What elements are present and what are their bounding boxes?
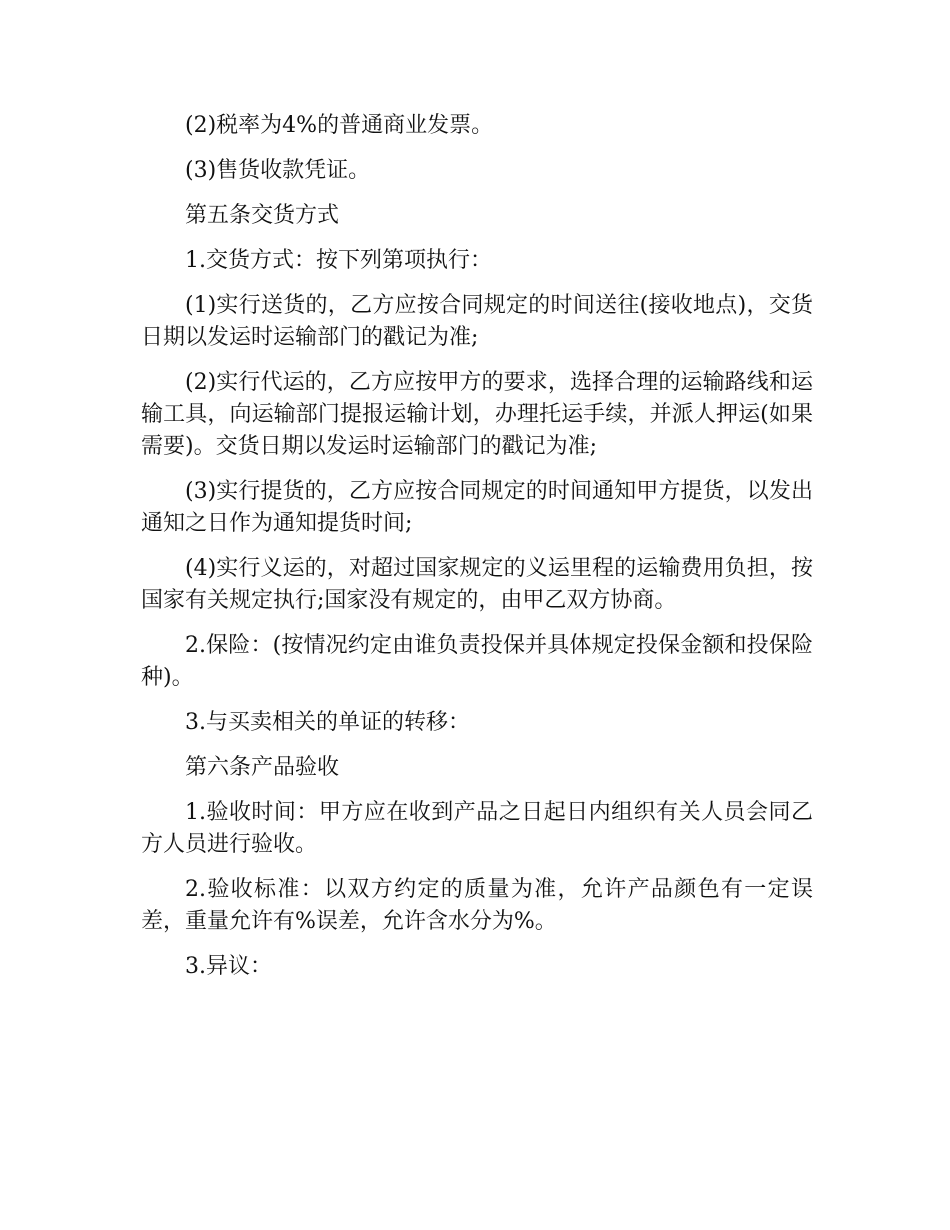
paragraph-invoice-tax: (2)税率为4%的普通商业发票。	[185, 113, 494, 138]
paragraph-document-transfer: 3.与买卖相关的单证的转移：	[185, 710, 470, 735]
paragraph-delivery-option-4: (4)实行义运的，对超过国家规定的义运里程的运输费用负担，按国家有关规定执行;国家没有规定的，由甲乙双方协商。	[141, 556, 813, 613]
section-heading-article-6: 第六条产品验收	[185, 755, 340, 780]
paragraph-insurance: 2.保险：(按情况约定由谁负责投保并具体规定投保金额和投保险种)。	[141, 633, 813, 690]
paragraph-delivery-method: 1.交货方式：按下列第项执行：	[185, 248, 492, 273]
paragraph-delivery-option-1: (1)实行送货的，乙方应按合同规定的时间送往(接收地点)，交货日期以发运时运输部门的戳记为准;	[141, 293, 813, 350]
paragraph-delivery-option-2: (2)实行代运的，乙方应按甲方的要求，选择合理的运输路线和运输工具，向运输部门提报运输计划，办理托运手续，并派人押运(如果需要)。交货日期以发运时运输部门的戳记为准;	[141, 370, 813, 459]
paragraph-inspection-standard: 2.验收标准：以双方约定的质量为准，允许产品颜色有一定误差，重量允许有%误差，允许含水分为%。	[141, 877, 813, 934]
paragraph-objection: 3.异议：	[185, 954, 272, 979]
paragraph-inspection-time: 1.验收时间：甲方应在收到产品之日起日内组织有关人员会同乙方人员进行验收。	[141, 800, 813, 857]
paragraph-delivery-option-3: (3)实行提货的，乙方应按合同规定的时间通知甲方提货，以发出通知之日作为通知提货时间;	[141, 479, 813, 536]
section-heading-article-5: 第五条交货方式	[185, 203, 340, 228]
paragraph-receipt-voucher: (3)售货收款凭证。	[185, 158, 371, 183]
document-body	[141, 110, 813, 996]
